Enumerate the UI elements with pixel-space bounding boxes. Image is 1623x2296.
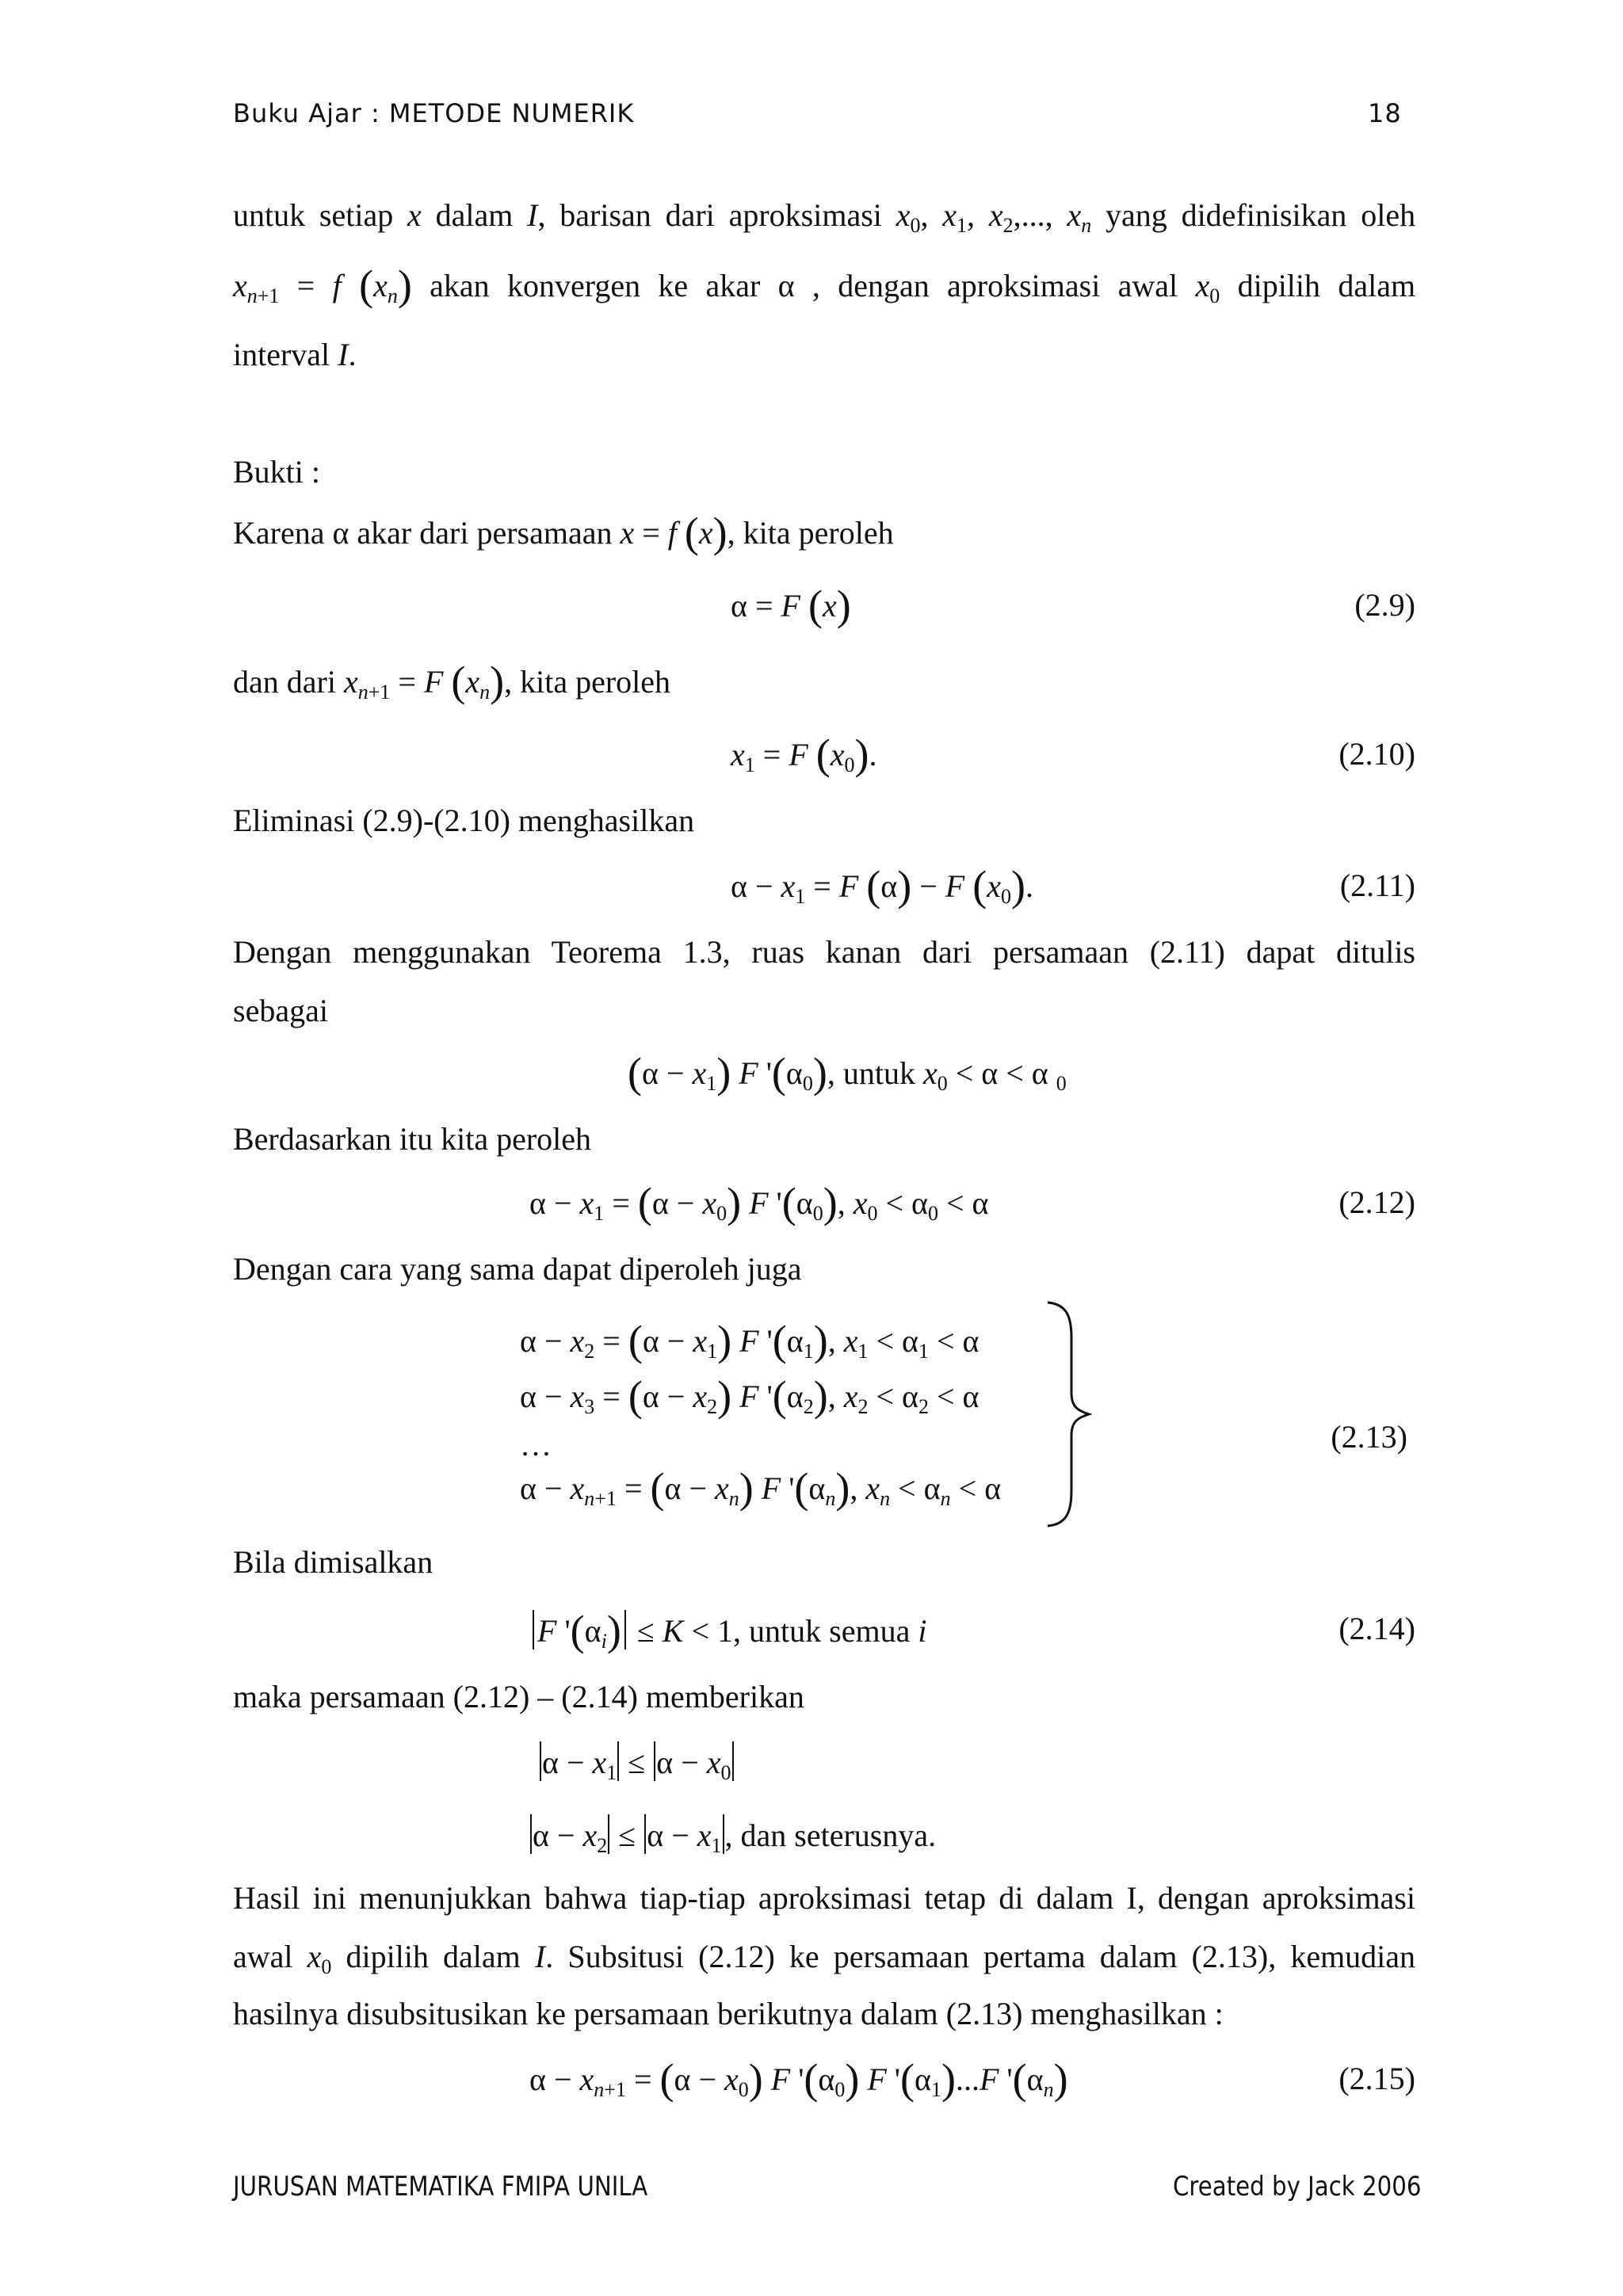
paragraph-line: awal $x_0$ dipilih dalam I. Subsitusi (2.12) ke persamaan pertama dalam (2.13), kemudian: [233, 1939, 1416, 1978]
equation-2-12: $\alpha - x_1 = (\alpha - x_0)$ F '$(\alpha_0)$, $x_0 < \alpha_0 < \alpha$: [529, 1179, 989, 1226]
paragraph-line: hasilnya disubsitusikan ke persamaan berikutnya dalam (2.13) menghasilkan :: [233, 1996, 1224, 2031]
math-sequence: $x_0$, $x_1$, $x_2$,..., $x_n$: [896, 197, 1092, 237]
paragraph-line: sebagai: [233, 993, 328, 1028]
paragraph-line: Berdasarkan itu kita peroleh: [233, 1121, 592, 1157]
inequality-2: $\alpha - x_2 \le \alpha - x_1$ , dan seterusnya.: [529, 1814, 936, 1855]
proof-heading: Bukti :: [233, 454, 321, 490]
paragraph-line: dan dari $x_{n+1} = F$ $(x_n)$, kita peroleh: [233, 658, 671, 705]
paragraph-line: $x_{n+1} = f$ $(x_n)$ akan konvergen ke akar α , dengan aproksimasi awal $x_0$ dipilih dalam: [233, 261, 1416, 309]
footer-department: JURUSAN MATEMATIKA FMIPA UNILA: [233, 2171, 648, 2203]
equation-number: (2.15): [1338, 2061, 1415, 2096]
page-number: 18: [1368, 98, 1402, 128]
paragraph-line: Karena α akar dari persamaan x = f (x), kita peroleh: [233, 509, 894, 556]
equation-number: (2.9): [1354, 587, 1415, 623]
right-brace: [1044, 1299, 1092, 1529]
equation-2-9: α = F (x): [731, 582, 851, 629]
paragraph-line: maka persamaan (2.12) – (2.14) memberikan: [233, 1679, 804, 1714]
paragraph-line: Bila dimisalkan: [233, 1544, 433, 1580]
math-iteration: $x_{n+1} = f$ $(x_n)$: [233, 261, 412, 309]
inequality-1: $\alpha - x_1 \le \alpha - x_0$: [539, 1741, 735, 1782]
paragraph-line: Dengan menggunakan Teorema 1.3, ruas kanan dari persamaan (2.11) dapat ditulis: [233, 934, 1415, 970]
ellipsis: …: [520, 1427, 552, 1463]
paragraph-line: Eliminasi (2.9)-(2.10) menghasilkan: [233, 803, 695, 838]
equation-2-13-line: $\alpha - x_3 = (\alpha - x_2)$ F '$(\alpha_2)$, $x_2 < \alpha_2 < \alpha$: [520, 1372, 980, 1420]
equation-2-15: $\alpha - x_{n+1} = (\alpha - x_0)$ F '$(\alpha_0)$ F '$(\alpha_1)...F$ '$(\alpha_n)$: [529, 2055, 1068, 2103]
equation-2-13-line: $\alpha - x_2 = (\alpha - x_1)$ F '$(\alpha_1)$, $x_1 < \alpha_1 < \alpha$: [520, 1317, 980, 1364]
equation-2-11: $\alpha - x_1 = F$ (α) − F $(x_0)$.: [731, 862, 1033, 910]
equation-number: (2.10): [1338, 736, 1415, 772]
equation-2-10: $x_1 = F$ $(x_0)$.: [731, 730, 877, 778]
equation-2-13-line: $\alpha - x_{n+1} = (\alpha - x_n)$ F '$(\alpha_n)$, $x_n < \alpha_n < \alpha$: [520, 1464, 1002, 1512]
equation-number: (2.11): [1339, 868, 1415, 903]
paragraph-line: Hasil ini menunjukkan bahwa tiap-tiap aproksimasi tetap di dalam I, dengan aproksimasi: [233, 1880, 1415, 1916]
equation-number: (2.13): [1331, 1419, 1407, 1455]
equation-2-14: F '$(\alpha_i) \le K < 1$, untuk semua i: [529, 1610, 926, 1650]
paragraph-line: interval I.: [233, 337, 357, 372]
running-header-title: Buku Ajar : METODE NUMERIK: [233, 98, 635, 128]
equation-number: (2.12): [1338, 1184, 1415, 1220]
paragraph-line: untuk setiap x dalam I, barisan dari aproksimasi $x_0$, $x_1$, $x_2$,..., $x_n$ yang didefinisikan oleh: [233, 197, 1416, 237]
equation-number: (2.14): [1338, 1611, 1415, 1646]
expression-mean-value: $(\alpha - x_1)$ F '$(\alpha_0)$, untuk $x_0 < \alpha < \alpha$ $_0$: [628, 1049, 1067, 1097]
footer-credit: Created by Jack 2006: [1173, 2171, 1422, 2203]
paragraph-line: Dengan cara yang sama dapat diperoleh juga: [233, 1251, 802, 1287]
